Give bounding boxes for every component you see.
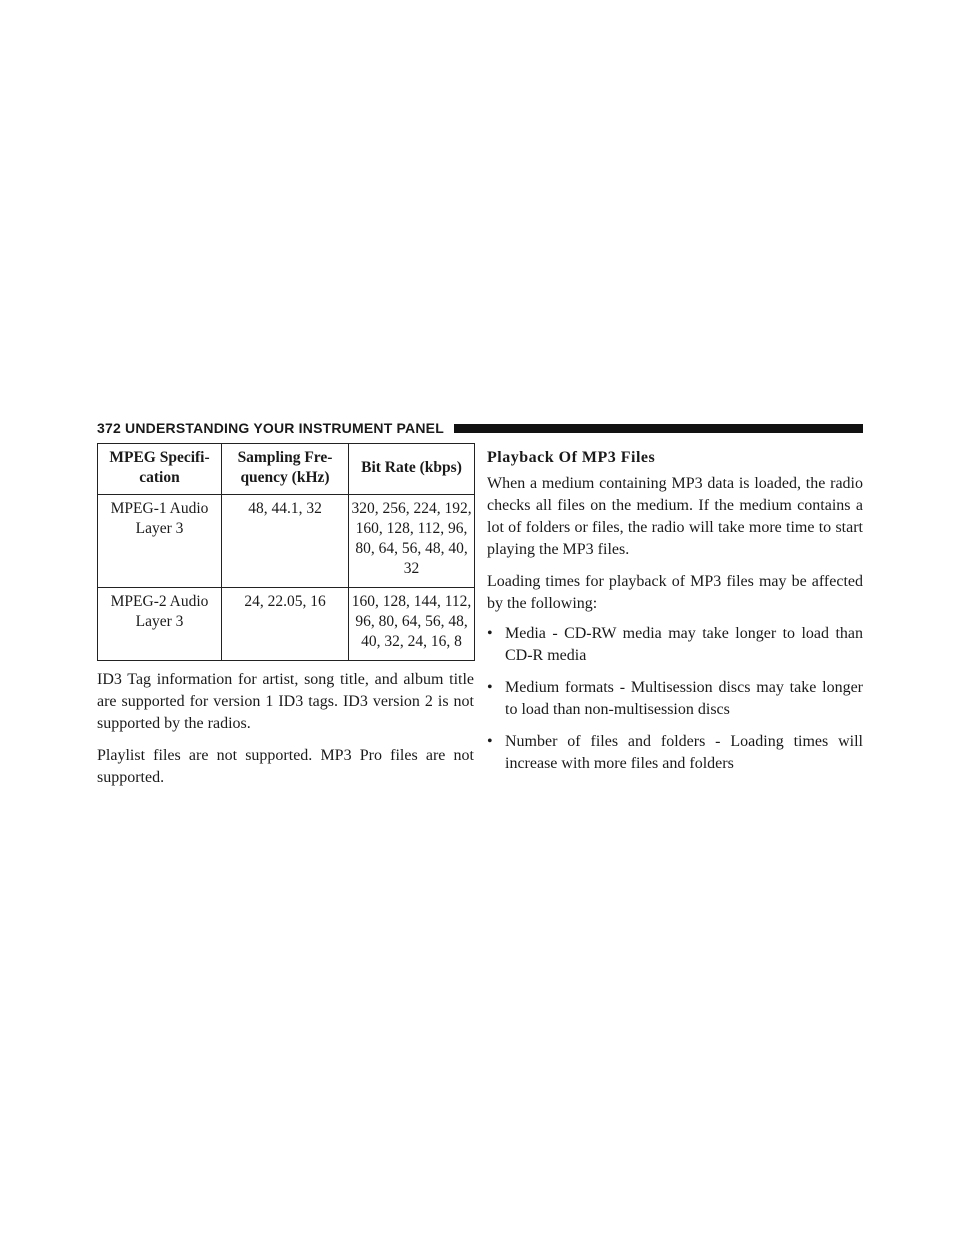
page-number-and-section: 372 UNDERSTANDING YOUR INSTRUMENT PANEL (97, 420, 454, 436)
table-header-cell: Bit Rate (kbps) (349, 444, 475, 495)
table-cell: MPEG-1 Audio Layer 3 (98, 495, 222, 588)
table-cell: 24, 22.05, 16 (222, 588, 349, 661)
left-column (97, 443, 474, 789)
bullet-icon: • (487, 733, 493, 750)
table-row (98, 588, 475, 661)
mpeg-spec-table (97, 443, 475, 661)
id3-paragraph: ID3 Tag information for artist, song title, and album title are supported for version 1 ID3 tags. ID3 version 2 is not supported by the radios. (97, 671, 474, 732)
page-header (97, 418, 863, 440)
table-header-cell: Sampling Fre- quency (kHz) (222, 444, 349, 495)
table-cell: 320, 256, 224, 192, 160, 128, 112, 96, 80, 64, 56, 48, 40, 32 (349, 495, 475, 588)
table-header-cell: MPEG Specifi- cation (98, 444, 222, 495)
loading-times-paragraph: Loading times for playback of MP3 files may be affected by the following: (487, 573, 863, 612)
table-cell: MPEG-2 Audio Layer 3 (98, 588, 222, 661)
table-row (98, 495, 475, 588)
section-heading: Playback Of MP3 Files (487, 449, 656, 466)
list-item (487, 623, 863, 667)
table-cell: 48, 44.1, 32 (222, 495, 349, 588)
bullet-icon: • (487, 625, 493, 642)
table-header-row (98, 444, 475, 495)
list-item (487, 677, 863, 721)
header-rule (437, 424, 863, 433)
loading-factors-list (487, 623, 863, 775)
table-cell: 160, 128, 144, 112, 96, 80, 64, 56, 48, 40, 32, 24, 16, 8 (349, 588, 475, 661)
list-item-text: Medium formats - Multisession discs may take longer to load than non-multisession discs (505, 679, 863, 718)
playback-paragraph: When a medium containing MP3 data is loaded, the radio checks all files on the medium. If the medium contains a lot of folders or files, the radio will take more time to start playing the MP3 files. (487, 475, 863, 558)
playlist-paragraph: Playlist files are not supported. MP3 Pro files are not supported. (97, 747, 474, 786)
bullet-icon: • (487, 679, 493, 696)
right-column (487, 443, 863, 785)
list-item-text: Media - CD-RW media may take longer to load than CD-R media (505, 625, 863, 664)
list-item (487, 731, 863, 775)
list-item-text: Number of files and folders - Loading times will increase with more files and folders (505, 733, 863, 772)
